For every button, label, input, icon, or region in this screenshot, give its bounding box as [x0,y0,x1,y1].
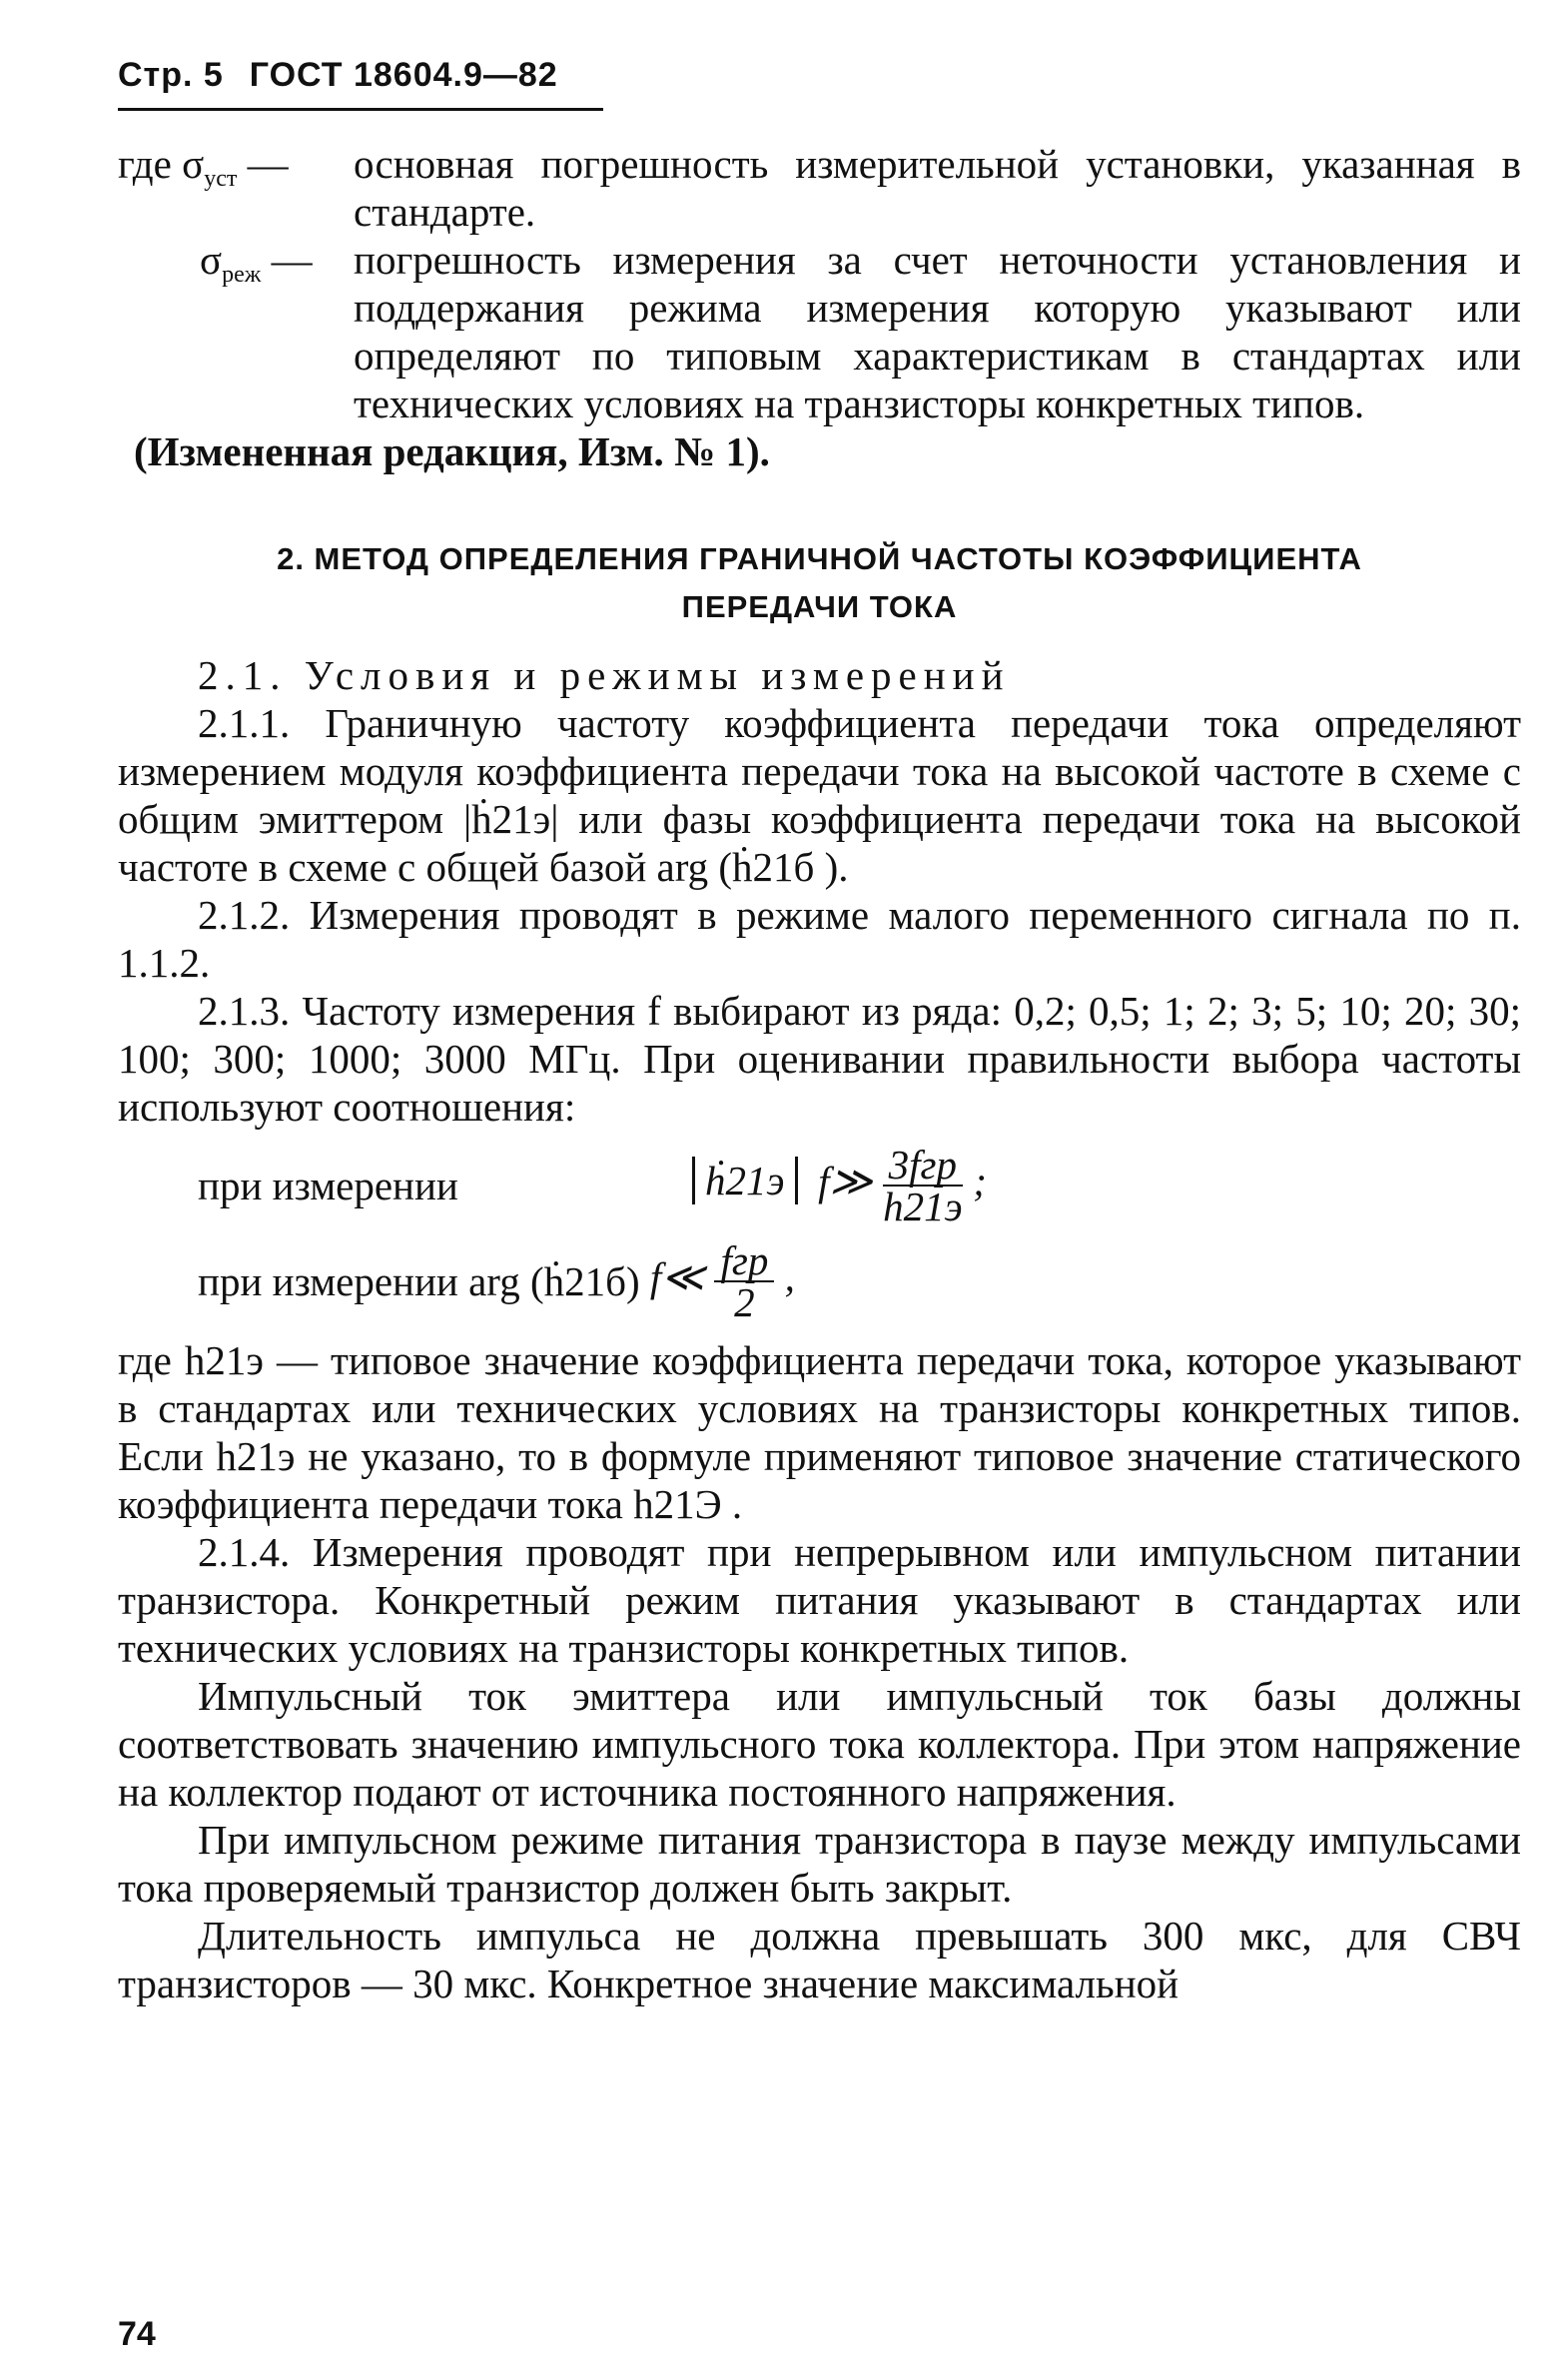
paragraph-2-1-1: 2.1.1. Граничную частоту коэффициента передачи тока определяют измерением модуля коэффициента передачи тока на высокой частоте в схеме с общим эмиттером |ḣ21э| или фазы коэффициента передачи тока на высокой частоте в схеме с общей базой arg (ḣ21б ). [118,700,1521,890]
subsection-heading: 2.1. Условия и режимы измерений [198,652,1011,698]
edit-note: (Измененная редакция, Изм. № 1). [134,428,770,474]
formula-label: при измерении [198,1163,458,1208]
formula-expression: ḣ21э f≫ $\frac{\text{3fгр}}{h21э}$ ; [692,1145,987,1226]
paragraph-pulse-mode: При импульсном режиме питания транзистора в паузе между импульсами тока проверяемый транзистор должен быть закрыт. [118,1817,1521,1911]
section-title: 2. МЕТОД ОПРЕДЕЛЕНИЯ ГРАНИЧНОЙ ЧАСТОТЫ КОЭФФИЦИЕНТА ПЕРЕДАЧИ ТОКА [277,541,1362,624]
definition-symbol: $\sigma_{реж}$ — [200,237,313,288]
formula-modulus [198,1142,1521,1229]
formula-label: при измерении arg (ḣ21б) [198,1258,640,1304]
formula-phase [198,1237,1521,1325]
header-rule [118,108,603,111]
page-label: Стр. 5 [118,56,224,94]
definition-text: основная погрешность измерительной установки, указанная в стандарте. [354,141,1521,235]
running-header [118,56,558,95]
definition-sigma-rezh [118,236,1521,427]
paragraph-2-1-4: 2.1.4. Измерения проводят при непрерывном или импульсном питании транзистора. Конкретный режим питания указывают в стандартах или технических условиях на транзисторы конкретных типов. [118,1529,1521,1671]
definition-sigma-ust [118,140,1521,236]
standard-number: ГОСТ 18604.9—82 [249,56,558,94]
paragraph-2-1-3: 2.1.3. Частоту измерения f выбирают из ряда: 0,2; 0,5; 1; 2; 3; 5; 10; 20; 30; 100; 300; 1000; 3000 МГц. При оценивании правильности выбора частоты используют соотношения: [118,988,1521,1130]
document-body [118,140,1521,2007]
definition-text: погрешность измерения за счет неточности установления и поддержания режима измерения которую указывают или определяют по типовым характеристикам в стандартах или технических условиях на транзисторы конкретных типов. [354,237,1521,426]
paragraph-pulse-current: Импульсный ток эмиттера или импульсный ток базы должны соответствовать значению импульсного тока коллектора. При этом напряжение на коллектор подают от источника постоянного напряжения. [118,1673,1521,1815]
paragraph-2-1-2: 2.1.2. Измерения проводят в режиме малого переменного сигнала по п. 1.1.2. [118,892,1521,986]
definition-symbol: где $\sigma_{уст}$ — [118,141,289,192]
paragraph-pulse-duration: Длительность импульса не должна превышать 300 мкс, для СВЧ транзисторов — 30 мкс. Конкретное значение максимальной [118,1913,1521,2006]
definition-h21e: где h21э — типовое значение коэффициента передачи тока, которое указывают в стандартах или технических условиях на транзисторы конкретных типов. Если h21э не указано, то в формуле применяют типовое значение статического коэффициента передачи тока h21Э . [118,1337,1521,1527]
page-number: 74 [118,2315,156,2353]
formula-expression: f≪ $\frac{\text{fгр}}{2}$ , [649,1237,795,1325]
